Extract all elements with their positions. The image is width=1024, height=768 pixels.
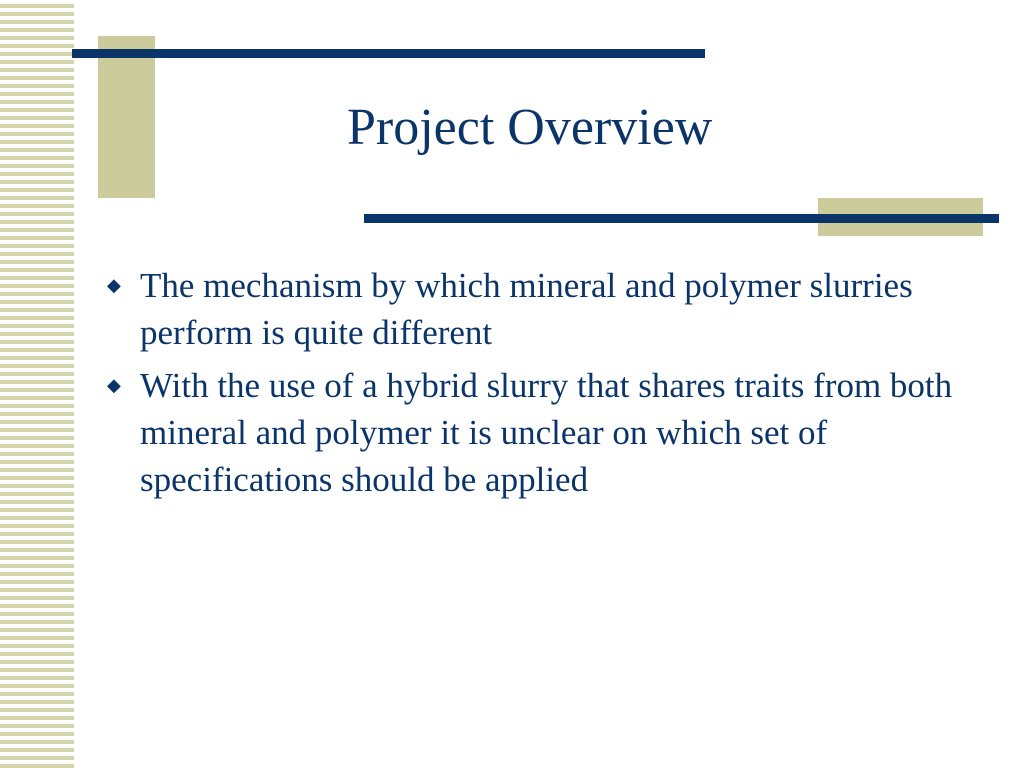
bullet-item xyxy=(102,362,982,503)
bullet-text: With the use of a hybrid slurry that shares traits from both mineral and polymer it is unclear on which set of specifications should be applied xyxy=(140,366,953,499)
diamond-bullet-icon: ◆ xyxy=(107,275,121,295)
title-rule-top xyxy=(72,49,705,58)
diamond-bullet-icon: ◆ xyxy=(107,375,121,395)
accent-block-left xyxy=(98,36,155,198)
bullet-item xyxy=(102,262,982,356)
slide-title: Project Overview xyxy=(347,99,713,156)
bullet-text: The mechanism by which mineral and polymer slurries perform is quite different xyxy=(140,266,913,352)
striped-side-band xyxy=(0,0,74,768)
title-rule-bottom xyxy=(364,214,999,223)
bullet-list xyxy=(102,262,982,509)
